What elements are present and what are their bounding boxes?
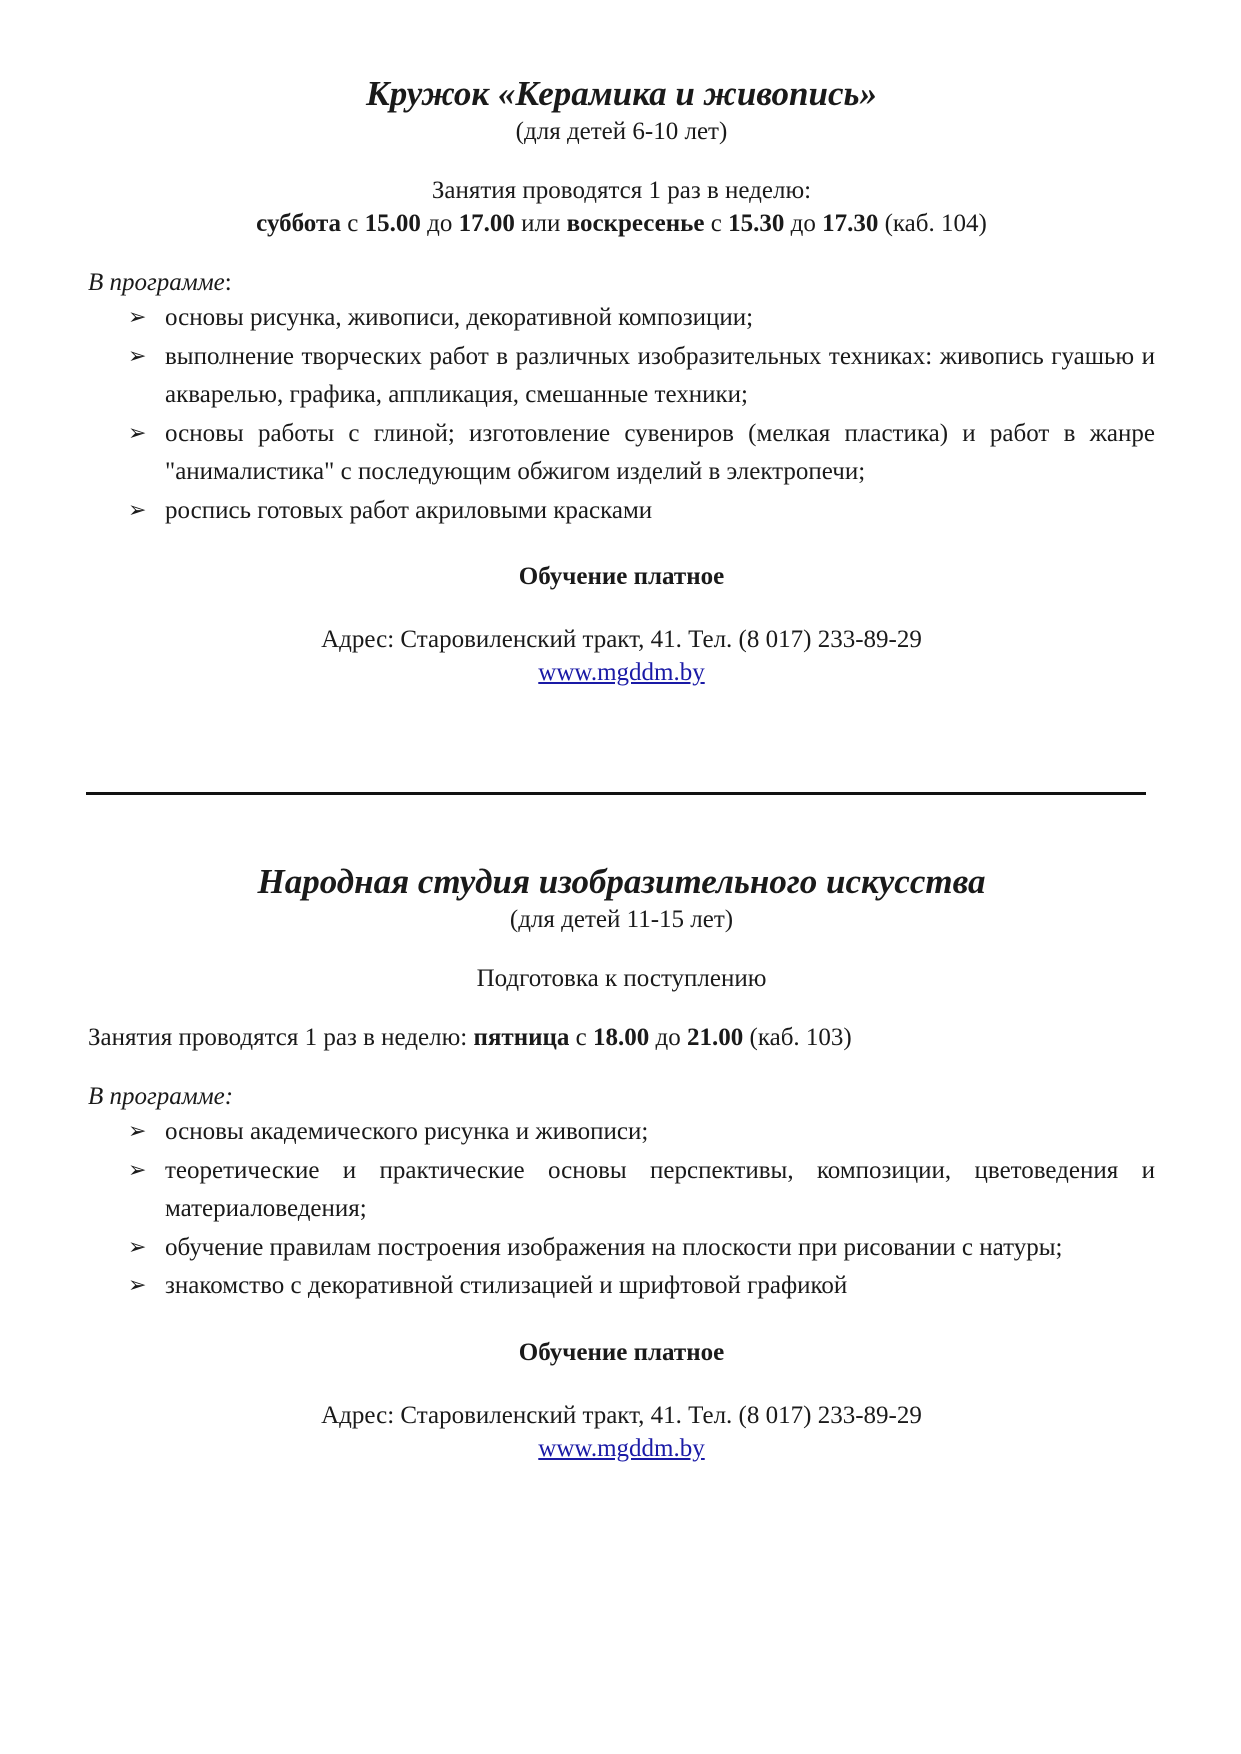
list-item [88, 338, 1155, 415]
program-label: В программе [88, 269, 225, 296]
schedule-text: до [420, 210, 459, 237]
website-line [88, 656, 1155, 689]
arrowhead-bullet-icon: ➢ [128, 1157, 147, 1183]
section-art-studio [88, 860, 1155, 1465]
fee-note: Обучение платное [518, 563, 725, 590]
schedule-text: с [341, 210, 365, 237]
address: Адрес: Старовиленский тракт, 41. Тел. (8 017) 233-89-29 [321, 626, 922, 653]
schedule-day: суббота [256, 210, 342, 237]
program-label: В программе: [88, 1083, 234, 1110]
schedule-text: или [514, 210, 567, 237]
list-item-text: выполнение творческих работ в различных изобразительных техниках: живопись гуашью и акварелью, графика, аппликация, смешанные техники; [165, 342, 1155, 408]
schedule-text: с [569, 1024, 594, 1051]
arrowhead-bullet-icon: ➢ [128, 420, 147, 446]
list-item-text: знакомство с декоративной стилизацией и шрифтовой графикой [165, 1272, 848, 1299]
list-item [88, 1229, 1155, 1268]
schedule-text: до [784, 210, 823, 237]
schedule-text: с [704, 210, 729, 237]
website-link[interactable]: www.mgddm.by [538, 659, 705, 686]
list-item-text: основы рисунка, живописи, декоративной композиции; [165, 304, 754, 331]
schedule-time: 15.00 [364, 210, 421, 237]
schedule-time: 17.00 [458, 210, 515, 237]
schedule-intro: Занятия проводятся 1 раз в неделю: [431, 177, 812, 204]
schedule-day: воскресенье [566, 210, 705, 237]
schedule-line [88, 1021, 1155, 1054]
arrowhead-bullet-icon: ➢ [128, 305, 147, 330]
arrowhead-bullet-icon: ➢ [128, 343, 147, 369]
section-ceramics-painting [88, 72, 1155, 689]
arrowhead-bullet-icon: ➢ [128, 1234, 147, 1260]
section-title: Народная студия изобразительного искусства [257, 862, 986, 901]
program-colon: : [224, 269, 232, 296]
schedule-line [88, 207, 1155, 240]
section-divider [86, 792, 1146, 795]
list-item [88, 299, 1155, 338]
age-range: (для детей 6-10 лет) [515, 118, 728, 145]
fee-note: Обучение платное [518, 1338, 725, 1366]
list-item-text: основы академического рисунка и живописи; [165, 1118, 649, 1145]
schedule-text: до [649, 1024, 688, 1051]
list-item [88, 1152, 1155, 1229]
list-item-text: роспись готовых работ акриловыми красками [165, 496, 653, 524]
list-item [88, 1113, 1155, 1152]
list-item [88, 1267, 1155, 1306]
list-item-text: основы работы с глиной; изготовление сувениров (мелкая пластика) и работ в жанре "анималистика" с последующим обжигом изделий в электропечи; [165, 419, 1155, 485]
website-link[interactable]: www.mgddm.by [538, 1434, 705, 1462]
schedule-time: 17.30 [822, 210, 879, 237]
arrowhead-bullet-icon: ➢ [128, 1273, 147, 1298]
schedule-room: (каб. 104) [878, 210, 987, 237]
list-item-text: обучение правилам построения изображения на плоскости при рисовании с натуры; [165, 1233, 1063, 1261]
age-range: (для детей 11-15 лет) [509, 906, 734, 933]
schedule-time: 15.30 [728, 210, 785, 237]
schedule-room: (каб. 103) [743, 1024, 852, 1051]
program-heading [88, 266, 1155, 299]
schedule-time: 21.00 [687, 1024, 744, 1051]
list-item [88, 492, 1155, 531]
website-line [88, 1432, 1155, 1465]
list-item-text: теоретические и практические основы перспективы, композиции, цветоведения и материаловедения; [165, 1156, 1155, 1222]
address: Адрес: Старовиленский тракт, 41. Тел. (8 017) 233-89-29 [321, 1401, 922, 1429]
arrowhead-bullet-icon: ➢ [128, 1119, 147, 1144]
arrowhead-bullet-icon: ➢ [128, 497, 147, 523]
preparation-note: Подготовка к поступлению [476, 965, 767, 992]
schedule-day: пятница [473, 1024, 570, 1051]
schedule-intro: Занятия проводятся 1 раз в неделю: [88, 1024, 474, 1051]
list-item [88, 415, 1155, 492]
program-list [88, 1113, 1155, 1306]
schedule-time: 18.00 [593, 1024, 650, 1051]
section-title: Кружок «Керамика и живопись» [366, 74, 877, 113]
program-list [88, 299, 1155, 530]
